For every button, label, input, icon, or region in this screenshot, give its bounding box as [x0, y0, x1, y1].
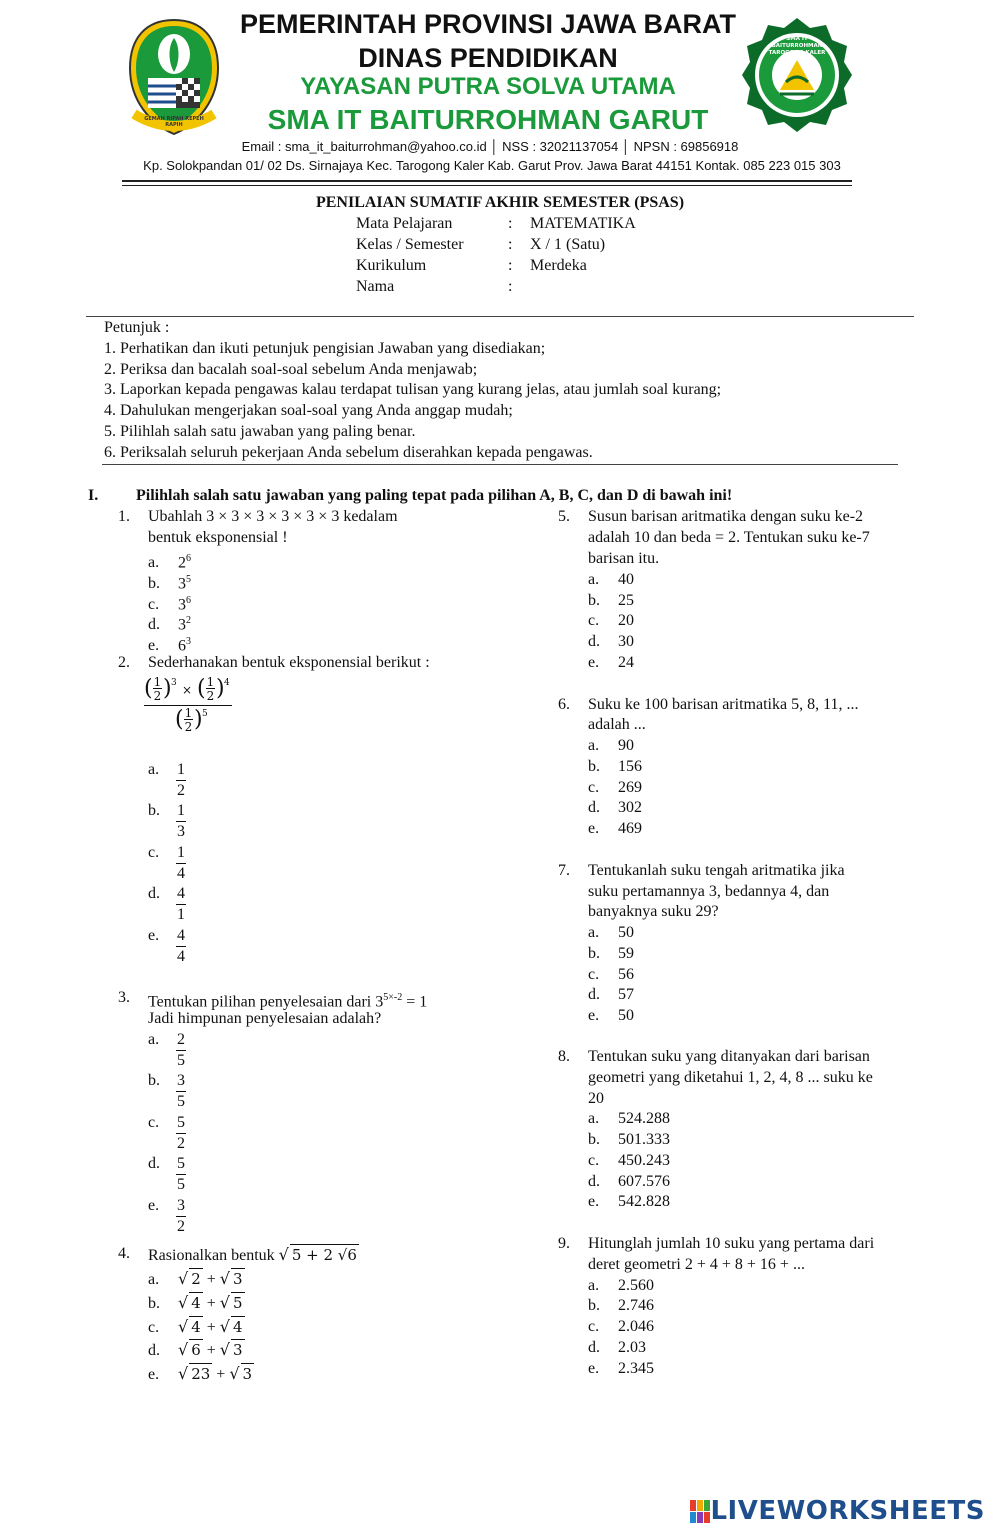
info-value: MATEMATIKA	[530, 215, 636, 232]
question-text: Jadi himpunan penyelesaian adalah?	[148, 1010, 382, 1027]
answer-option[interactable]: e.	[148, 1197, 160, 1214]
instructions-label: Petunjuk :	[104, 319, 170, 336]
answer-option[interactable]: c. 56	[588, 966, 634, 983]
info-key: Kelas / Semester	[356, 236, 464, 253]
west-java-emblem-logo	[124, 16, 224, 138]
header-school-name: SMA IT BAITURROHMAN GARUT	[267, 104, 709, 135]
school-seal-logo	[740, 16, 854, 134]
answer-option[interactable]: e. 2.345	[588, 1360, 654, 1377]
question-text: Susun barisan aritmatika dengan suku ke-2	[588, 508, 864, 525]
answer-option[interactable]: a. 2.560	[588, 1277, 654, 1294]
option-fraction: $\frac{1}{3}$	[177, 802, 185, 840]
question-text: banyaknya suku 29?	[588, 903, 719, 920]
answer-option[interactable]: e. $6^3$	[148, 636, 191, 655]
answer-option[interactable]: b. 501.333	[588, 1131, 670, 1148]
answer-option[interactable]: d. 607.576	[588, 1173, 670, 1190]
answer-option[interactable]: a. 40	[588, 571, 634, 588]
option-fraction: $\frac{4}{1}$	[177, 885, 185, 923]
section-title: Pilihlah salah satu jawaban yang paling tepat pada pilihan A, B, C, dan D di bawah ini!	[136, 487, 733, 504]
answer-option[interactable]: c.	[148, 844, 160, 861]
exponent-fraction-expression: ( 1 2 ) 3 × ( 1 2 ) 4 ( 1 2 ) 5	[144, 674, 234, 740]
answer-option[interactable]: c.	[148, 1114, 160, 1131]
question-number: 1.	[118, 508, 130, 525]
question-text: bentuk eksponensial !	[148, 529, 288, 546]
exam-title: PENILAIAN SUMATIF AKHIR SEMESTER (PSAS)	[315, 194, 685, 211]
question-text: Ubahlah 3 × 3 × 3 × 3 × 3 × 3 kedalam	[148, 508, 398, 525]
answer-option[interactable]: b. 156	[588, 758, 642, 775]
option-fraction: $\frac{3}{2}$	[177, 1197, 185, 1235]
option-fraction: $\frac{1}{4}$	[177, 844, 185, 882]
info-value: X / 1 (Satu)	[530, 236, 606, 253]
answer-option[interactable]: d.	[148, 885, 160, 902]
question-number: 2.	[118, 654, 130, 671]
answer-option[interactable]: d. 302	[588, 799, 642, 816]
section-number: I.	[88, 487, 99, 504]
info-value: Merdeka	[530, 257, 587, 274]
info-colon: :	[508, 236, 513, 253]
answer-option[interactable]: b. √ 4 + √ 5	[148, 1293, 243, 1312]
answer-option[interactable]: d. 2.03	[588, 1339, 646, 1356]
answer-option[interactable]: c. 2.046	[588, 1318, 654, 1335]
answer-option[interactable]: c. $3^6$	[148, 595, 191, 614]
question-text: barisan itu.	[588, 550, 660, 567]
answer-option[interactable]: a.	[148, 1031, 160, 1048]
info-colon: :	[508, 257, 513, 274]
answer-option[interactable]: c. 20	[588, 612, 634, 629]
liveworksheets-watermark: LIVEWORKSHEETS	[710, 1496, 985, 1526]
option-fraction: $\frac{5}{5}$	[177, 1155, 185, 1193]
option-fraction: $\frac{4}{4}$	[177, 927, 185, 965]
answer-option[interactable]: a.	[148, 761, 160, 778]
answer-option[interactable]: b. 59	[588, 945, 634, 962]
header-foundation: YAYASAN PUTRA SOLVA UTAMA	[300, 73, 676, 100]
info-key: Nama	[356, 278, 395, 295]
question-text: Rasionalkan bentuk √ 5 + 2 √6	[148, 1245, 357, 1264]
instruction-item: 6. Periksalah seluruh pekerjaan Anda sebelum diserahkan kepada pengawas.	[104, 444, 593, 461]
logo-motto-text: GEMAH RIPAH REPEH RAPIH	[144, 116, 204, 128]
question-number: 7.	[558, 862, 570, 879]
answer-option[interactable]: c. 269	[588, 779, 642, 796]
info-colon: :	[508, 278, 513, 295]
option-fraction: $\frac{1}{2}$	[177, 761, 185, 799]
answer-option[interactable]: a. √ 2 + √ 3	[148, 1269, 243, 1288]
answer-option[interactable]: e.	[148, 927, 160, 944]
answer-option[interactable]: b. 2.746	[588, 1297, 654, 1314]
answer-option[interactable]: a. $2^6$	[148, 553, 191, 572]
question-text: adalah ...	[588, 716, 646, 733]
info-key: Kurikulum	[356, 257, 427, 274]
header-department: DINAS PENDIDIKAN	[358, 43, 618, 73]
instructions-divider	[102, 464, 898, 465]
info-colon: :	[508, 215, 513, 232]
header-divider-thick	[122, 180, 852, 182]
question-number: 8.	[558, 1048, 570, 1065]
answer-option[interactable]: a. 90	[588, 737, 634, 754]
header-province: PEMERINTAH PROVINSI JAWA BARAT	[239, 9, 737, 39]
question-text: 20	[588, 1090, 604, 1107]
answer-option[interactable]: b. 25	[588, 592, 634, 609]
answer-option[interactable]: d. √ 6 + √ 3	[148, 1340, 243, 1359]
answer-option[interactable]: d. $3^2$	[148, 615, 191, 634]
answer-option[interactable]: e. √ 23 + √ 3	[148, 1364, 253, 1383]
question-number: 3.	[118, 989, 130, 1006]
instruction-item: 1. Perhatikan dan ikuti petunjuk pengisian Jawaban yang disediakan;	[104, 340, 546, 357]
answer-option[interactable]: a. 524.288	[588, 1110, 670, 1127]
answer-option[interactable]: d. 57	[588, 986, 634, 1003]
answer-option[interactable]: d. 30	[588, 633, 634, 650]
answer-option[interactable]: e. 50	[588, 1007, 634, 1024]
seal-ring-text: SMA IT BAITURROHMAN TAROGONG KALER GARUT	[768, 36, 826, 63]
name-field[interactable]	[530, 276, 830, 297]
question-text: geometri yang diketahui 1, 2, 4, 8 ... suku ke	[588, 1069, 873, 1086]
answer-option[interactable]: a. 50	[588, 924, 634, 941]
header-divider-thin	[122, 185, 852, 186]
answer-option[interactable]: e. 542.828	[588, 1193, 670, 1210]
question-text: Sederhanakan bentuk eksponensial berikut :	[148, 654, 430, 671]
instruction-item: 4. Dahulukan mengerjakan soal-soal yang Anda anggap mudah;	[104, 402, 513, 419]
info-key: Mata Pelajaran	[356, 215, 453, 232]
question-text: Hitunglah jumlah 10 suku yang pertama dari	[588, 1235, 875, 1252]
radical-expression: 5 + 2 √6	[291, 1246, 357, 1264]
header-contact-email: Email : sma_it_baiturrohman@yahoo.co.id │ NSS : 32021137054 │ NPSN : 69856918	[241, 139, 739, 154]
option-fraction: $\frac{5}{2}$	[177, 1114, 185, 1152]
question-text: adalah 10 dan beda = 2. Tentukan suku ke-7	[588, 529, 870, 546]
question-text: Tentukan suku yang ditanyakan dari barisan	[588, 1048, 870, 1065]
answer-option[interactable]: c. √ 4 + √ 4	[148, 1317, 243, 1336]
question-number: 9.	[558, 1235, 570, 1252]
option-fraction: $\frac{3}{5}$	[177, 1072, 185, 1110]
question-text: deret geometri 2 + 4 + 8 + 16 + ...	[588, 1256, 805, 1273]
header-address: Kp. Solokpandan 01/ 02 Ds. Sirnajaya Kec. Tarogong Kaler Kab. Garut Prov. Jawa Barat 44151 Kontak. 085 223 015 303	[143, 158, 841, 173]
instruction-item: 5. Pilihlah salah satu jawaban yang paling benar.	[104, 423, 416, 440]
answer-option[interactable]: b.	[148, 802, 160, 819]
instruction-item: 2. Periksa dan bacalah soal-soal sebelum Anda menjawab;	[104, 361, 478, 378]
question-number: 6.	[558, 696, 570, 713]
answer-option[interactable]: d.	[148, 1155, 160, 1172]
answer-option[interactable]: e. 24	[588, 654, 634, 671]
answer-option[interactable]: b. $3^5$	[148, 574, 191, 593]
answer-option[interactable]: c. 450.243	[588, 1152, 670, 1169]
question-number: 4.	[118, 1245, 130, 1262]
answer-option[interactable]: e. 469	[588, 820, 642, 837]
question-text: suku pertamannya 3, bedannya 4, dan	[588, 883, 830, 900]
info-divider	[86, 316, 914, 317]
option-fraction: $\frac{2}{5}$	[177, 1031, 185, 1069]
question-text: Tentukan pilihan penyelesaian dari $3^{5\times-2} = 1$	[148, 992, 428, 1011]
answer-option[interactable]: b.	[148, 1072, 160, 1089]
question-number: 5.	[558, 508, 570, 525]
question-text: Suku ke 100 barisan aritmatika 5, 8, 11, ...	[588, 696, 859, 713]
instruction-item: 3. Laporkan kepada pengawas kalau terdapat tulisan yang kurang jelas, atau jumlah soal kurang;	[104, 381, 722, 398]
question-text: Tentukanlah suku tengah aritmatika jika	[588, 862, 845, 879]
